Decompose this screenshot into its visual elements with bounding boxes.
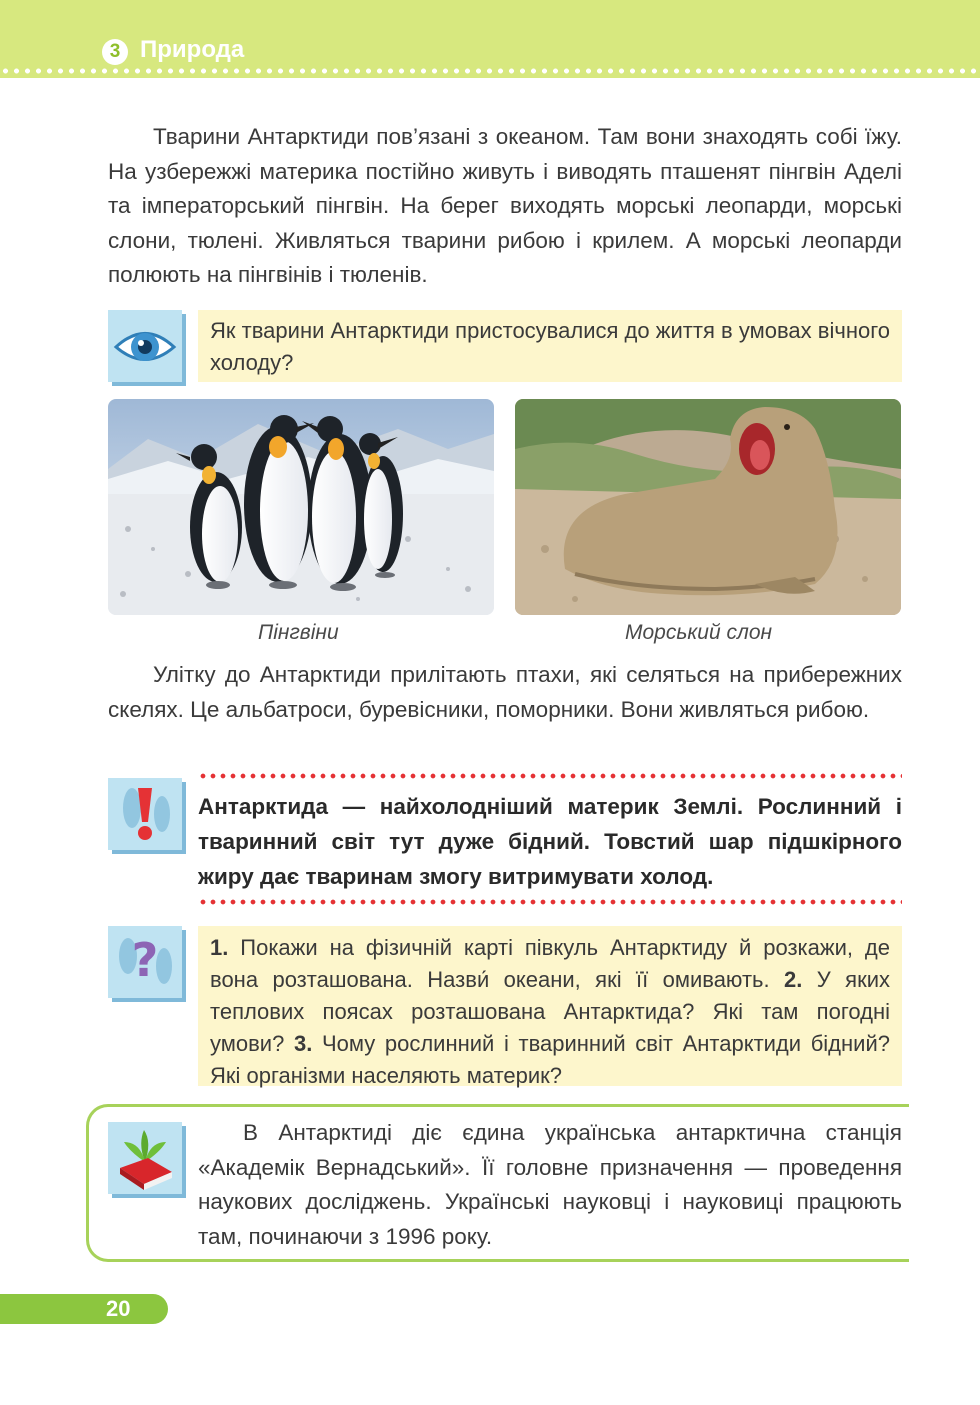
info-icon-box xyxy=(108,1122,182,1194)
penguins-photo xyxy=(108,399,494,615)
observe-icon-box xyxy=(108,310,182,382)
fact-top-dotted-line xyxy=(198,773,902,779)
questions-box xyxy=(198,926,902,1086)
question-1-number: 1. xyxy=(210,935,229,960)
important-icon-box xyxy=(108,778,182,850)
info-text: В Антарктиді діє єдина українська антарктична станція «Академік Вернадський». Її головне призначення — проведення наукових досліджень. Українські науковці і науковиці працюють там, починаючи з 1996 року. xyxy=(198,1120,902,1249)
questions-text xyxy=(210,932,890,1092)
book-plant-icon xyxy=(108,1122,182,1194)
header-dotted-line xyxy=(0,68,980,74)
question-3-number: 3. xyxy=(293,1031,313,1056)
elephant-seal-photo xyxy=(515,399,901,615)
page-number-tab xyxy=(0,1294,168,1324)
paragraph-birds: Улітку до Антарктиди прилітають птахи, які селяться на прибережних скелях. Це альбатроси, буревісники, поморники. Вони живляться рибою. xyxy=(108,662,902,722)
question-icon xyxy=(108,926,182,998)
fact-bottom-dotted-line xyxy=(198,899,902,905)
caption-elephant-seal: Морський слон xyxy=(625,621,773,644)
questions-icon-box xyxy=(108,926,182,998)
chapter-title: Природа xyxy=(140,36,245,63)
important-fact: Антарктида — найхолодніший материк Землі. Рослинний і тваринний світ тут дуже бідний. Товстий шар підшкірного жиру дає тваринам змогу витримувати холод. xyxy=(198,794,902,889)
question-2: У яких теплових поясах розташована Антарктида? Які там погодні умови? xyxy=(210,967,890,1056)
svg-text:?: ? xyxy=(131,933,159,987)
exclamation-icon xyxy=(108,778,182,850)
question-2-number: 2. xyxy=(784,967,803,992)
question-1: Покажи на фізичній карті півкуль Антарктиду й розкажи, де вона розташована. Назви́ океани, які її омивають. xyxy=(210,935,890,992)
question-3: Чому рослинний і тваринний світ Антарктиди бідний? Які організми населяють материк? xyxy=(210,1031,890,1088)
caption-penguins: Пінгвіни xyxy=(258,621,339,644)
page-number: 20 xyxy=(106,1296,131,1321)
observe-question-box xyxy=(198,310,902,382)
chapter-number-badge: 3 xyxy=(102,39,128,65)
observe-question: Як тварини Антарктиди пристосувалися до життя в умовах вічного холоду? xyxy=(210,318,890,375)
paragraph-animals: Тварини Антарктиди пов’язані з океаном. Там вони знаходять собі їжу. На узбережжі материка постійно живуть і виводять пташенят пінгвін Аделі та імператорський пінгвін. На берег виходять морські леопарди, морські слони, тюлені. Живляться тварини рибою і крилем. А морські леопарди полюють на пінгвінів і тюленів. xyxy=(108,124,902,287)
eye-icon xyxy=(108,310,182,382)
